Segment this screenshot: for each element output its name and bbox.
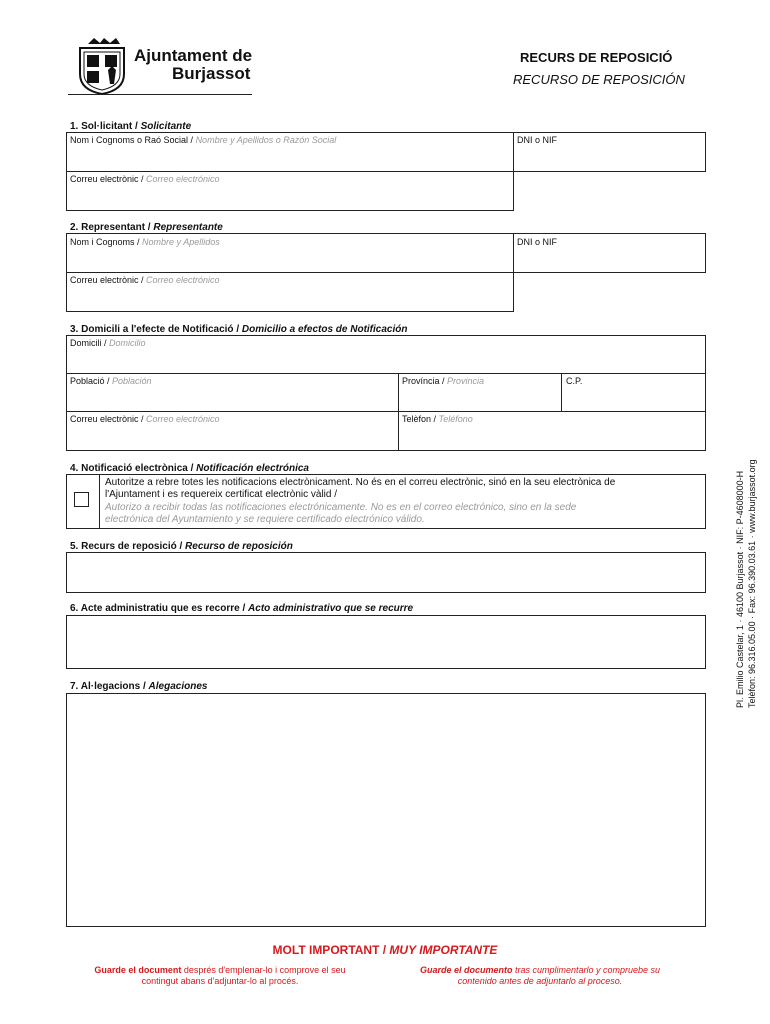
consent-text-es-2: electrónica del Ayuntamiento y se requiere certificado electrónico válido.	[105, 514, 425, 525]
postal-code-label: C.P.	[566, 376, 583, 386]
electronic-notification-checkbox[interactable]	[74, 492, 89, 507]
town-label: Població / Población	[70, 376, 152, 386]
section7-title: 7. Al·legacions / Alegaciones	[70, 681, 208, 692]
section5-title: 5. Recurs de reposició / Recurso de reposición	[70, 541, 293, 552]
side-phone-line: Telèfon: 96.316.05.00 · Fax: 96.390.03.61 · www.burjassot.org	[747, 459, 757, 708]
province-label: Província / Provincia	[402, 376, 485, 386]
important-notice-title: MOLT IMPORTANT / MUY IMPORTANTE	[272, 943, 498, 957]
notice-es: Guarde el documento tras cumplimentarlo y compruebe su contenido antes de adjuntarlo al proceso.	[419, 965, 661, 986]
section1-title: 1. Sol·licitant / Solicitante	[70, 121, 192, 132]
side-contact-info	[734, 418, 760, 708]
logo-line2: Burjassot	[172, 64, 251, 83]
allegations-field[interactable]	[66, 693, 706, 927]
section4-title: 4. Notificació electrònica / Notificación electrónica	[70, 463, 309, 474]
logo-underline	[68, 94, 252, 95]
section2-title: 2. Representant / Representante	[70, 222, 223, 233]
municipal-logo	[68, 36, 258, 98]
address-field[interactable]	[66, 335, 706, 374]
administrative-act-field[interactable]	[66, 615, 706, 669]
postal-code-field[interactable]	[561, 373, 706, 412]
form-title-ca: RECURS DE REPOSICIÓ	[520, 50, 673, 65]
logo-line1: Ajuntament de	[134, 46, 253, 65]
appeal-field[interactable]	[66, 552, 706, 593]
side-address-line: Pl. Emilio Castelar, 1 · 46100 Burjassot · NIF: P-4608000-H	[735, 470, 745, 708]
form-title-es: RECURSO DE REPOSICIÓN	[513, 72, 685, 87]
checkbox-column-divider	[99, 474, 100, 529]
representative-email-label: Correu electrònic / Correo electrónico	[70, 275, 220, 285]
phone-label: Telèfon / Teléfono	[402, 414, 473, 424]
notification-email-label: Correu electrònic / Correo electrónico	[70, 414, 220, 424]
coat-of-arms-icon	[74, 36, 130, 96]
applicant-email-label: Correu electrònic / Correo electrónico	[70, 174, 220, 184]
address-label: Domicili / Domicilio	[70, 338, 146, 348]
representative-dni-label: DNI o NIF	[517, 237, 558, 247]
section6-title: 6. Acte administratiu que es recorre / Acto administrativo que se recurre	[70, 603, 414, 614]
applicant-dni-label: DNI o NIF	[517, 135, 558, 145]
consent-text-ca-2: l'Ajuntament i es requereix certificat electrònic vàlid /	[105, 489, 338, 500]
consent-text-ca-1: Autoritze a rebre totes les notificacions electrònicament. No és en el correu electrònic, sinó en la seu electrònica de	[105, 477, 616, 488]
section3-title: 3. Domicili a l'efecte de Notificació / Domicilio a efectos de Notificación	[70, 324, 408, 335]
notice-ca: Guarde el document després d'emplenar-lo i comprove el seu contingut abans d'adjuntar-lo al procés.	[94, 965, 346, 986]
applicant-name-label: Nom i Cognoms o Raó Social / Nombre y Apellidos o Razón Social	[70, 135, 337, 145]
consent-text-es-1: Autorizo a recibir todas las notificaciones electrónicamente. No es en el correo electrónico, sino en la sede	[105, 502, 577, 513]
representative-name-label: Nom i Cognoms / Nombre y Apellidos	[70, 237, 220, 247]
